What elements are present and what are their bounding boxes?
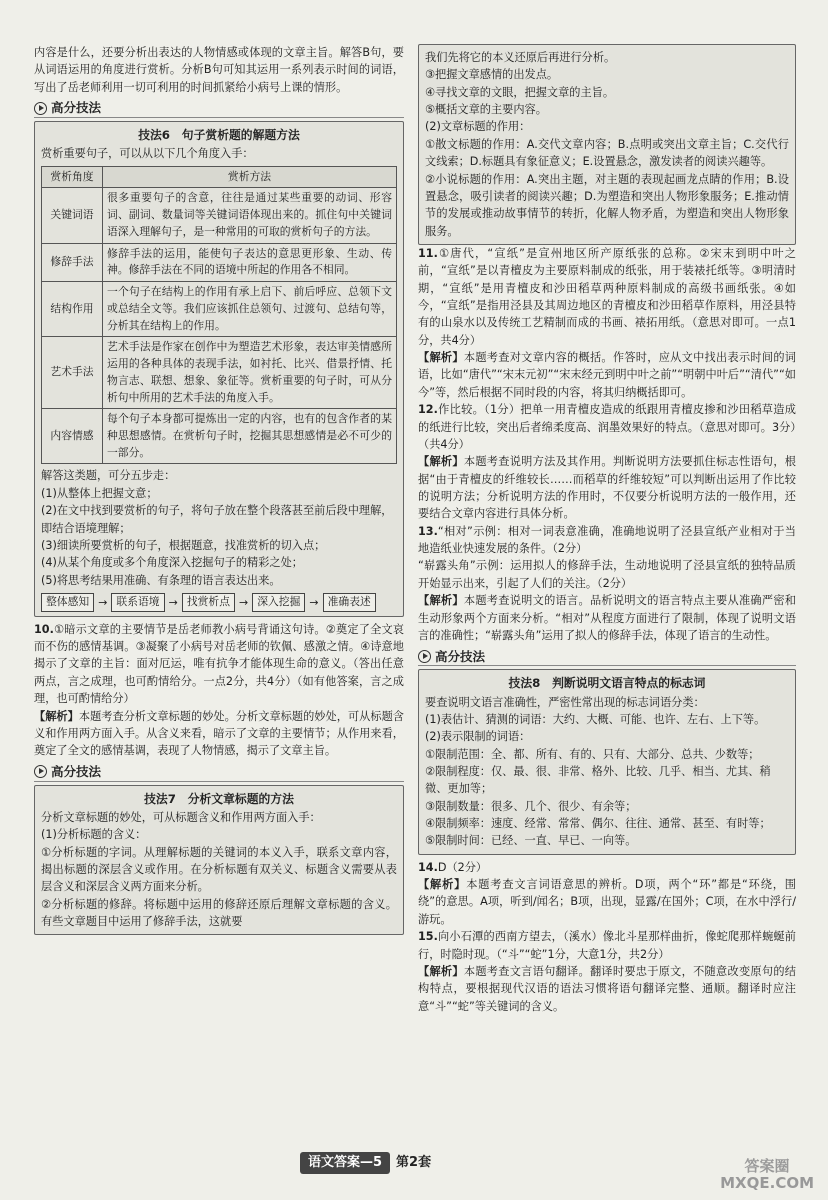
question-14 [418,859,796,928]
skill8-line: 要查说明文语言准确性，严密性常出现的标志词语分类： [425,695,705,709]
step-item: (4)从某个角度或多个角度深入挖掘句子的精彩之处； [41,556,303,570]
skill7-line: ②小说标题的作用：A.突出主题，对主题的表现起画龙点睛的作用；B.设置悬念，吸引读者的阅读兴趣；D.为塑造和突出人物形象服务；E.推动情节的发展或推动故事情节的转折，化解人物矛盾，为塑造和突出人物形象服务。 [425,172,789,238]
question-10 [34,621,404,760]
method-cell: 很多重要句子的含意，往往是通过某些重要的动词、形容词、副词、数量词等关键词语体现出来的。抓住句中关键词语深入理解句子，是一种常用的可取的赏析句子的方法。 [103,188,397,243]
page-footer [300,1152,431,1174]
answer-text: ①唐代，“宣纸”是宣州地区所产原纸张的总称。②宋末到明中叶之前，“宣纸”是以青檀皮为主要原料制成的纸张，用于装裱托纸等。③明清时期，“宣纸”是用青檀皮和沙田稻草两种原料制成的高级书画纸张。④如今，“宣纸”是指用泾县及其周边地区的青檀皮和沙田稻草作原料，用泾县特有的山泉水以及传统工艺精制而成的书画、裱拓用纸。（意思对即可。一点1分，共4分） [418,246,796,347]
angle-cell: 内容情感 [42,409,103,464]
skill6-section [34,99,404,617]
skill7-line: ①分析标题的字词。从理解标题的关键词的本义入手，联系文章内容，揭出标题的深层含义或作用。在分析标题有双关义、标题含义需要从表层含义和深层含义两方面来分析。 [41,845,397,894]
table-header-row [42,166,397,188]
watermark-line1: 答案圈 [744,1157,790,1175]
skill8-line: ⑤限制时间：已经、一直、早已、一向等。 [425,834,637,848]
skill8-section [418,647,796,855]
answer-text: “崭露头角”示例：运用拟人的修辞手法，生动地说明了泾县宣纸的独特品质开始显示出来，引起了人们的关注。（2分） [418,559,796,590]
arrow-right-icon: → [98,595,108,609]
skill7-line: ③把握文章感情的出发点。 [425,68,559,82]
right-column [418,44,796,1015]
analysis-tag: 【解析】 [418,455,464,469]
answer-text: ①暗示文章的主要情节是岳老师教小病号背诵这句诗。②奠定了全文哀而不伤的感情基调。③凝聚了小病号对岳老师的钦佩、感激之情。④诗意地揭示了文章的主旨：面对厄运，唯有抗争才能体现生命的意义。（答出任意两点，言之成理，也可酌情给分。一点2分，共4分）（如有他答案，言之成理，也可酌情给分） [34,622,404,706]
analysis-tag: 【解析】 [418,594,464,608]
angle-cell: 结构作用 [42,282,103,337]
skill7-line: ⑤概括文章的主要内容。 [425,103,547,117]
skill8-line: (1)表估计、猜测的词语：大约、大概、可能、也许、左右、上下等。 [425,712,766,726]
question-11 [418,245,796,401]
analysis-text: 本题考查说明文的语言。品析说明文的语言特点主要从准确严密和生动形象两个方面来分析。“相对”从程度方面进行了限制，体现了说明文语言的准确性；“崭露头角”运用了拟人的修辞手法，体现了语言的生动性。 [418,594,796,642]
skill8-header-label: 高分技法 [435,648,486,664]
skill7-line: ④寻找文章的文眼，把握文章的主旨。 [425,85,615,99]
method-cell: 艺术手法是作家在创作中为塑造艺术形象，表达审美情感所运用的各种具体的表现手法，如衬托、比兴、借景抒情、托物言志、联想、想象、象征等。赏析重要的句子时，可从分析句中所用的艺术手法的角度入手。 [103,337,397,409]
flow-step: 深入挖掘 [252,593,305,612]
skill6-title: 技法6 句子赏析题的解题方法 [138,128,300,143]
analysis-tag: 【解析】 [418,351,464,365]
answer-text: 作比较。（1分）把单一用青檀皮造成的纸跟用青檀皮掺和沙田稻草造成的纸进行比较，突出后者绵柔度高、润墨效果好的特点。（意思对即可。3分）（共4分） [418,403,796,451]
step-item: (1)从整体上把握文意； [41,486,158,500]
answer-text: 向小石潭的西南方望去，（溪水）像北斗星那样曲折，像蛇爬那样蜿蜒前行，时隐时现。（“斗”“蛇”1分，大意1分，共2分） [418,930,796,961]
method-cell: 一个句子在结构上的作用有承上启下、前后呼应、总领下文或总结全文等。我们应该抓住总领句、过渡句、总结句等，分析其在结构上的作用。 [103,282,397,337]
skill7-section [34,763,404,936]
skill8-line: ①限制范围：全、都、所有、有的、只有、大部分、总共、少数等； [425,747,760,761]
arrow-right-icon: → [239,595,249,609]
footer-answer-label: 语文答案—5 [300,1152,390,1174]
skill7-lead: 分析文章标题的妙处，可从标题含义和作用两方面入手： [41,810,321,824]
angle-cell: 艺术手法 [42,337,103,409]
question-number: 12. [418,403,438,417]
skill7-line: ①散文标题的作用：A.交代文章内容；B.点明或突出文章主旨；C.交代行文线索；D.标题具有象征意义；E.设置悬念，激发读者的阅读兴趣等。 [425,137,789,169]
table-row [42,243,397,281]
flow-step: 准确表述 [323,593,376,612]
skill8-line: ④限制频率：速度、经常、常常、偶尔、往往、通常、甚至、有时等； [425,817,771,831]
skill6-table [41,166,397,465]
angle-cell: 修辞手法 [42,243,103,281]
skill7-line: ②分析标题的修辞。将标题中运用的修辞还原后理解文章标题的含义。有些文章题目中运用了修辞手法，这就要 [41,897,397,929]
skill7-header-label: 高分技法 [51,763,102,779]
question-number: 15. [418,930,438,944]
skill8-header [418,647,796,666]
skill7-line: 我们先将它的本义还原后再进行分析。 [425,51,616,64]
skill6-header [34,99,404,118]
analysis-text: 本题考查文言语句翻译。翻译时要忠于原文，不随意改变原句的结构特点，要根据现代汉语的语法习惯将语句翻译完整、通顺。翻译时应注意“斗”“蛇”等关键词的含义。 [418,964,796,1013]
skill7-title: 技法7 分析文章标题的方法 [144,791,294,806]
play-circle-icon [418,650,431,663]
skill6-header-label: 高分技法 [51,100,102,116]
arrow-right-icon: → [168,595,178,609]
skill8-line: ③限制数量：很多、几个、很少、有余等； [425,799,637,813]
answer-text: “相对”示例：相对一词表意准确，准确地说明了泾县宣纸产业相对于当地造纸业快速发展的条件。（2分） [418,524,796,556]
skill8-box [418,669,796,855]
step-item: (5)将思考结果用准确、有条理的语言表达出来。 [41,573,281,587]
skill6-box [34,121,404,617]
question-13 [418,523,796,645]
analysis-tag: 【解析】 [418,878,467,892]
analysis-tag: 【解析】 [418,964,464,978]
skill7-line: (1)分析标题的含义： [41,828,147,842]
flow-step: 找赏析点 [182,593,235,612]
col-method-header: 赏析方法 [103,166,397,188]
analysis-text: 本题考查说明方法及其作用。判断说明方法要抓住标志性语句，根据“由于青檀皮的纤维较长……而稻草的纤维较短”可以判断出运用了作比较的说明方法；分析说明方法的作用时，不仅要分析说明方法的一般作用，还要结合文章内容进行具体分析。 [418,455,796,521]
question-number: 13. [418,524,438,538]
flow-step: 联系语境 [111,593,164,612]
question-12 [418,401,796,523]
question-number: 10. [34,622,54,636]
skill8-line: ②限制程度：仅、最、很、非常、格外、比较、几乎、相当、尤其、稍微、更加等； [425,764,771,796]
question-number: 14. [418,860,438,874]
play-circle-icon [34,102,47,115]
table-row [42,337,397,409]
steps-flowchart [41,593,397,612]
skill6-lead: 赏析重要句子，可以从以下几个角度入手： [41,147,254,161]
col-angle-header: 赏析角度 [42,166,103,188]
skill7-line: (2)文章标题的作用： [425,120,531,134]
method-cell: 每个句子本身都可提炼出一定的内容，也有的包含作者的某种思想感情。在赏析句子时，挖掘其思想感情是必不可少的一部分。 [103,409,397,464]
skill7-box [34,785,404,936]
table-row [42,409,397,464]
question-number: 11. [418,246,438,260]
skill7-continued-box [418,44,796,245]
skill8-title: 技法8 判断说明文语言特点的标志词 [508,676,706,691]
table-row [42,188,397,243]
skill7-header [34,763,404,782]
question-15 [418,928,796,1015]
intro-paragraph: 内容是什么，还要分析出表达的人物情感或体现的文章主旨。解答B句，要从词语运用的角度进行赏析。分析B句可知其运用一系列表示时间的词语，写出了岳老师利用一切可利用的时间抓紧给小病号上课的情形。 [34,46,404,94]
watermark-logo [720,1158,814,1191]
watermark-line2: MXQE.COM [720,1173,814,1192]
flow-step: 整体感知 [41,593,94,612]
steps-intro: 解答这类题，可分五步走： [41,469,176,483]
analysis-text: 本题考查文言词语意思的辨析。D项，两个“环”都是“环绕，围绕”的意思。A项，听到/闻名；B项，出现，显露/在国外；C项，在水中浮行/游玩。 [418,878,796,926]
step-item: (3)细读所要赏析的句子，根据题意，找准赏析的切入点； [41,538,326,552]
left-column [34,44,404,939]
footer-set-label: 第2套 [396,1155,432,1170]
analysis-text: 本题考查分析文章标题的妙处。分析文章标题的妙处，可从标题含义和作用两方面入手。从含义来看，暗示了文章的主要情节；从作用来看，奠定了全文的感情基调，表现了人物情感，揭示了文章主旨。 [34,709,404,758]
analysis-tag: 【解析】 [34,709,79,723]
arrow-right-icon: → [309,595,319,609]
angle-cell: 关键词语 [42,188,103,243]
play-circle-icon [34,765,47,778]
analysis-text: 本题考查对文章内容的概括。作答时，应从文中找出表示时间的词语，比如“唐代”“宋末元初”“宋末经元到明中叶之前”“明朝中叶后”“清代”“如今”等，然后根据不同时段的内容，将其归纳概括即可。 [418,351,796,399]
skill8-line: (2)表示限制的词语： [425,730,531,744]
method-cell: 修辞手法的运用，能使句子表达的意思更形象、生动、传神。修辞手法在不同的语境中所起的作用各不相同。 [103,243,397,281]
table-row [42,282,397,337]
step-item: (2)在文中找到要赏析的句子，将句子放在整个段落甚至前后段中理解，即结合语境理解； [41,504,393,535]
answer-text: D（2分） [437,860,488,874]
